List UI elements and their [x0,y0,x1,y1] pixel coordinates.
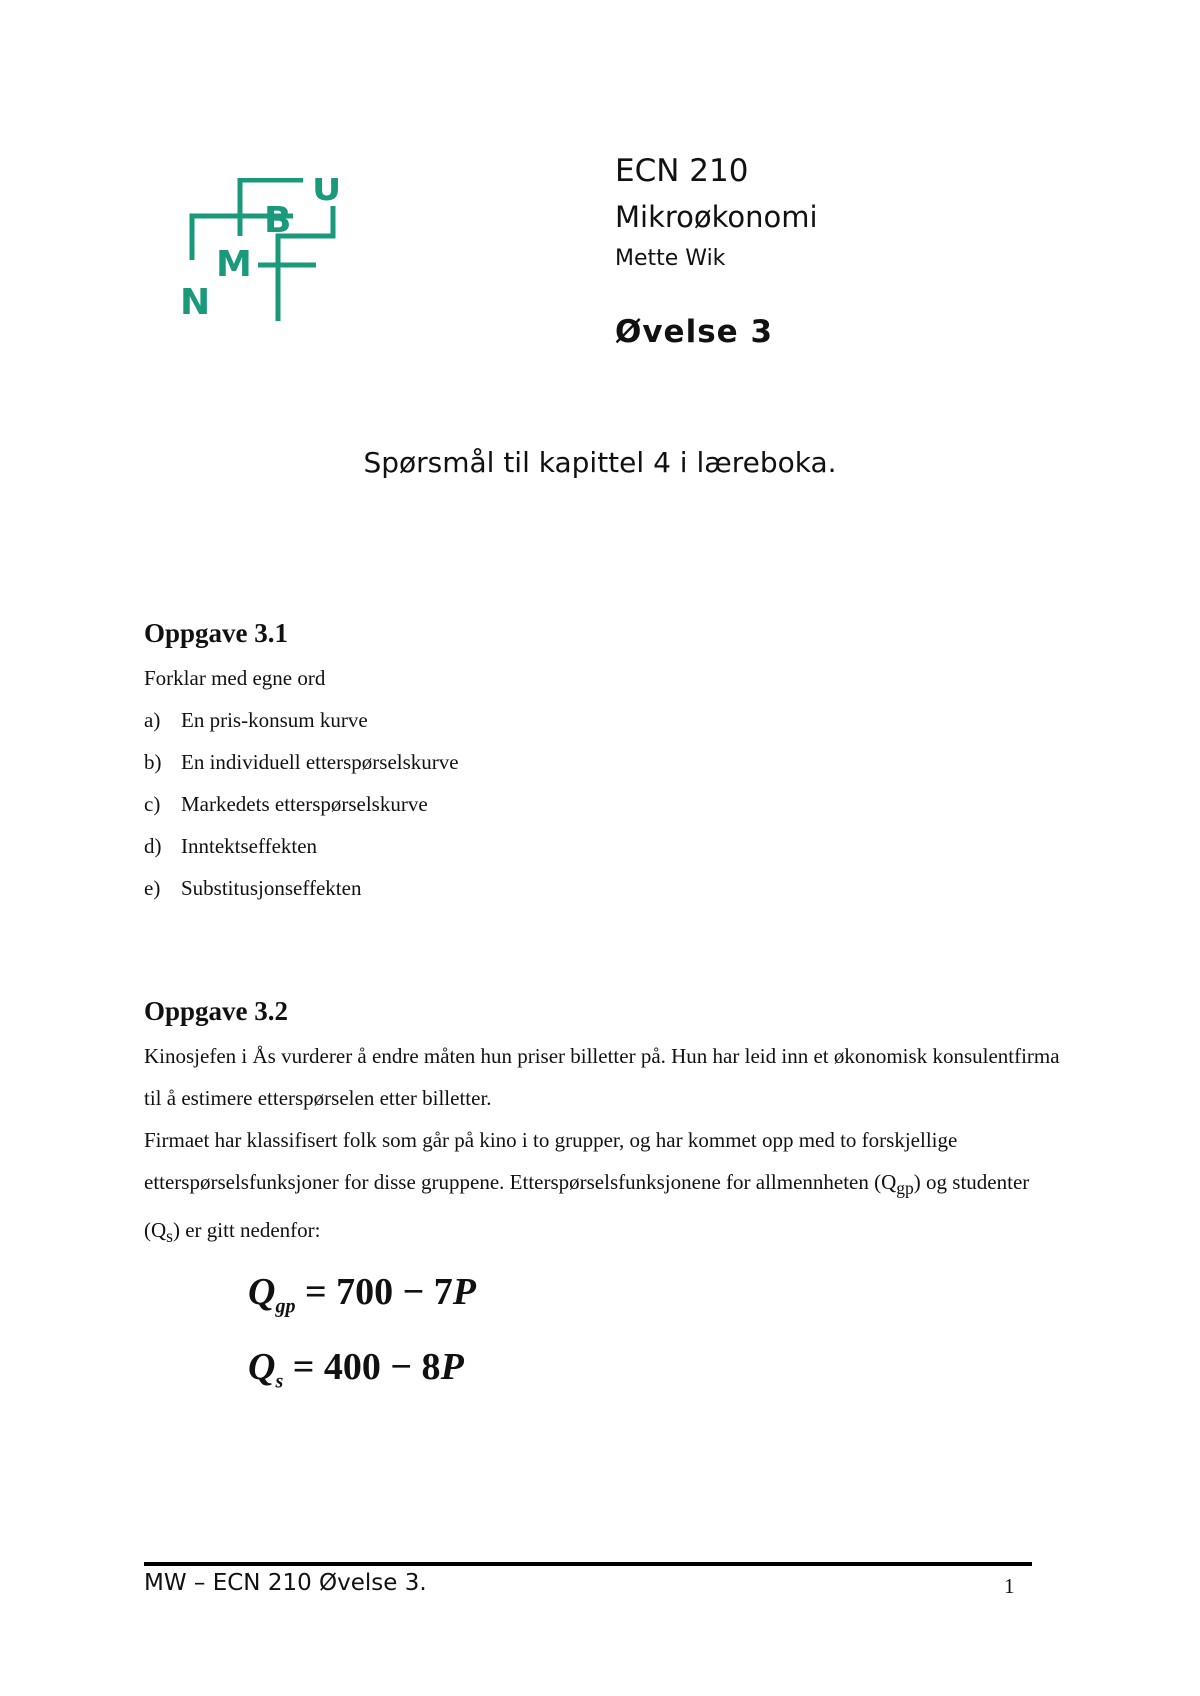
nmbu-logo [178,178,378,338]
task-paragraph [144,1119,1064,1257]
task-heading: Oppgave 3.1 [144,618,289,648]
task-3-1 [144,618,1064,909]
list-marker: d) [144,834,162,858]
footer-text: MW – ECN 210 Øvelse 3. [144,1570,427,1596]
list-text: Substitusjonseffekten [181,876,362,900]
paragraph-text: ) er gitt nedenfor: [172,1218,321,1243]
nmbu-logo-graphic [178,178,378,338]
list-marker: c) [144,792,161,816]
list-text: En individuell etterspørselskurve [181,750,459,774]
list-item [144,783,1064,825]
logo-letter-b: B [264,200,292,241]
subscript-gp: gp [896,1178,914,1199]
logo-letter-m: M [216,244,252,285]
list-item [144,867,1064,909]
equation-general-public [248,1262,476,1337]
equation-rhs: = 700 − 7 [295,1271,453,1313]
equation-lhs: Q [248,1271,276,1313]
list-text: Inntektseffekten [181,834,318,858]
list-text: Markedets etterspørselskurve [181,792,428,816]
equation-subscript: gp [275,1295,296,1318]
list-item [144,825,1064,867]
page-number: 1 [1004,1574,1015,1598]
equation-subscript: s [275,1370,284,1393]
paragraph-text: Firmaet har klassifisert folk som går på kino i to grupper, og har kommet opp med to forskjellige etterspørselsfunksjoner for disse gruppene. Etterspørselsfunksjonene for allmennheten (Q [144,1128,958,1194]
equation-rhs-var: P [440,1345,464,1388]
equation-rhs: = 400 − 8 [283,1345,441,1388]
course-name: Mikroøkonomi [615,200,818,234]
list-marker: b) [144,750,162,774]
list-item [144,699,1064,741]
list-marker: e) [144,876,161,900]
logo-letter-u: U [312,178,342,209]
header-block [615,148,818,350]
list-item [144,741,1064,783]
task-3-2 [144,996,1064,1257]
author: Mette Wik [615,246,726,271]
logo-letter-n: N [180,282,211,323]
equation-students [248,1337,476,1412]
task-heading: Oppgave 3.2 [144,996,289,1026]
list-marker: a) [144,708,161,732]
task-intro: Forklar med egne ord [144,666,326,690]
task-paragraph: Kinosjefen i Ås vurderer å endre måten hun priser billetter på. Hun har leid inn et økonomisk konsulentfirma til å estimere etterspørselen etter billetter. [144,1044,1060,1110]
equation-rhs-var: P [452,1271,476,1313]
subscript-s: s [166,1226,173,1247]
course-code: ECN 210 [615,153,749,189]
subtitle: Spørsmål til kapittel 4 i læreboka. [363,446,837,479]
equation-lhs: Q [248,1345,276,1388]
exercise-title: Øvelse 3 [615,314,774,350]
paragraph-text: ) og studenter (Q [144,1170,1030,1243]
list-text: En pris-konsum kurve [181,708,368,732]
footer-rule [144,1562,1032,1566]
equations [248,1262,476,1411]
